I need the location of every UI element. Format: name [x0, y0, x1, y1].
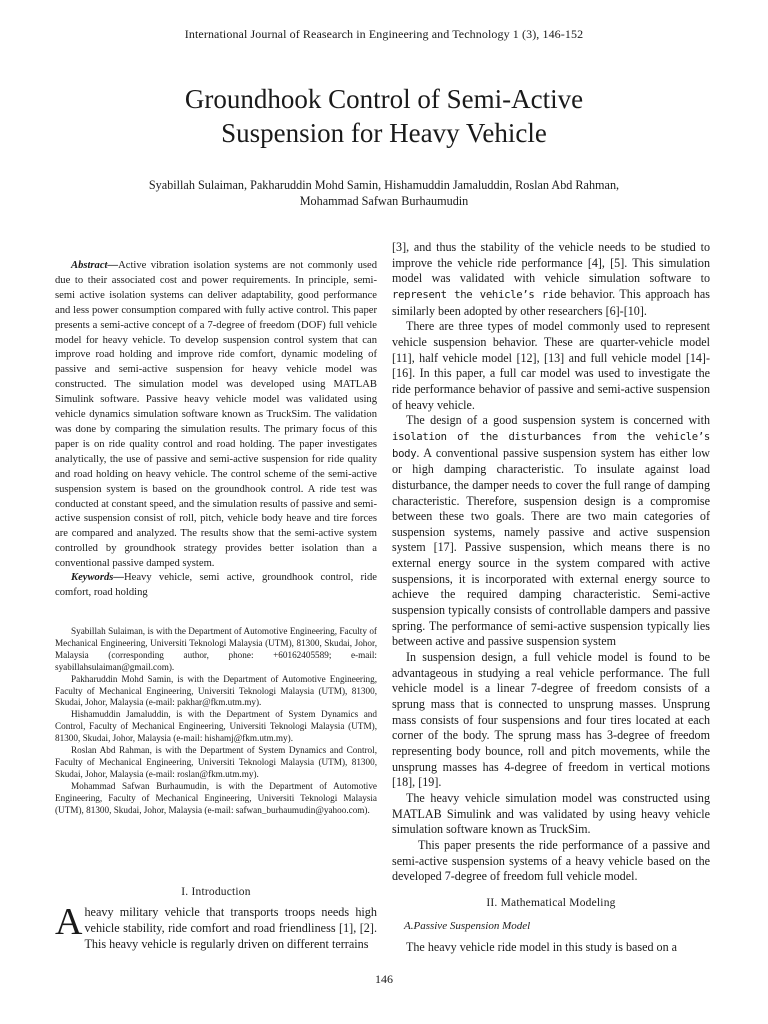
body-paragraph	[392, 413, 710, 650]
body-paragraph	[392, 240, 710, 319]
body-text: [3], and thus the stability of the vehicle needs to be studied to improve the vehicle ride performance [4], [5]. This simulation model was validated with vehicle simulation software to	[392, 240, 710, 286]
title-line-2: Suspension for Heavy Vehicle	[221, 118, 547, 148]
abstract	[55, 259, 377, 572]
introduction-text	[55, 901, 377, 953]
right-column-body	[392, 240, 710, 885]
body-paragraph: This paper presents the ride performance of a passive and semi-active suspension systems of a heavy vehicle based on the developed 7-degree of freedom full vehicle model.	[392, 837, 710, 884]
subsection-heading: A.Passive Suspension Model	[404, 920, 531, 932]
body-text: The design of a good suspension system is concerned with	[406, 413, 710, 428]
authors-line-1: Syabillah Sulaiman, Pakharuddin Mohd Samin, Hishamuddin Jamaluddin, Roslan Abd Rahman,	[148, 178, 620, 192]
affiliation-item: Mohammad Safwan Burhaumudin, is with the Department of Automotive Engineering, Faculty of Mechanical Engineering, Universiti Teknologi Malaysia (UTM), 81300, Skudai, Johor, Malaysia (e-mail: safwan_burhaumudin@yahoo.com).	[55, 780, 377, 815]
author-affiliations	[55, 626, 377, 817]
section-heading-mathematical-modeling: II. Mathematical Modeling	[486, 897, 616, 909]
body-paragraph: In suspension design, a full vehicle model is found to be advantageous in studying a real vehicle performance. The full vehicle model is a linear 7-degree of freedom consists of a sprung mass that is connected to unsprung masses. Unsprung mass consists of four suspensions and four tires located at each corner of the body. The sprung mass has 3-degree of freedom representing body bounce, roll and pitch movements, while the unsprung masses has 4-degree of freedom in vertical motions [18], [19].	[392, 650, 710, 790]
authors-line-2: Mohammad Safwan Burhaumudin	[299, 194, 469, 208]
affiliation-item: Hishamuddin Jamaluddin, is with the Department of System Dynamics and Control, Faculty of Mechanical Engineering, Universiti Teknologi Malaysia (UTM), 81300, Skudai, Johor, Malaysia (e-mail: hishamj@fkm.utm.my).	[55, 709, 377, 744]
section-heading-introduction: I. Introduction	[181, 886, 251, 898]
keywords-text: Heavy vehicle, semi active, groundhook control, ride comfort, road holding	[55, 572, 377, 598]
introduction-body: heavy military vehicle that transports troops needs high vehicle stability, ride comfort and road friendliness [1], [2]. This heavy vehicle is regularly driven on different terrains	[84, 905, 377, 951]
mathematical-modeling-text: The heavy vehicle ride model in this study is based on a	[406, 940, 678, 954]
affiliation-item: Syabillah Sulaiman, is with the Department of Automotive Engineering, Faculty of Mechanical Engineering, Universiti Teknologi Malaysia (UTM), 81300, Skudai, Johor, Malaysia (corresponding author, phone: +60162405589; e-mail: syabillahsulaiman@gmail.com).	[55, 626, 377, 672]
body-text: . A conventional passive suspension system has either low or high damping characteristic. To insulate against load disturbance, the damper needs to cover the full range of damping characteristic. Therefore, suspension design is a compromise between these two goals. There are two main categories of suspension systems, namely passive and active suspension system [17]. Passive suspension, which means there is no external energy source in the system compared with active suspensions, it is incorporated with external energy source to achieve the required damping characteristic. Semi-active suspension typically consists of controllable dampers and passive spring. The performance of semi-active suspension typically lies between active and passive suspension system	[392, 445, 710, 649]
journal-header: International Journal of Reasearch in Engineering and Technology 1 (3), 146-152	[184, 27, 584, 41]
body-text-mono: represent the vehicle’s ride	[392, 288, 567, 301]
author-list	[90, 177, 678, 209]
title-line-1: Groundhook Control of Semi-Active	[184, 84, 584, 114]
abstract-label: Abstract—	[71, 260, 119, 271]
body-text: behavior. This approach has similarly been adopted by other researchers [6]-[10].	[392, 286, 710, 318]
page-number: 146	[375, 972, 393, 986]
affiliation-item: Pakharuddin Mohd Samin, is with the Department of Automotive Engineering, Faculty of Mechanical Engineering, Universiti Teknologi Malaysia (UTM), 81300, Skudai, Johor, Malaysia (e-mail: pakhar@fkm.utm.my).	[55, 673, 377, 708]
keywords	[55, 570, 377, 600]
affiliation-item: Roslan Abd Rahman, is with the Department of System Dynamics and Control, Faculty of Mechanical Engineering, Universiti Teknologi Malaysia (UTM), 81300, Skudai, Johor, Malaysia (e-mail: roslan@fkm.utm.my).	[55, 745, 377, 779]
abstract-text: Active vibration isolation systems are not commonly used due to their associated cost and power requirements. In principle, semi-semi active isolation systems can deliver adaptability, good performance and less power consumption compared with fully active control. This paper presents a semi-active concept of a 7-degree of freedom (DOF) full vehicle model for heavy vehicle. To develop suspension control system that can improve road holding and improve ride comfort, dynamic modeling of passive and semi-active suspension for heavy vehicle model was constructed. The simulation model was developed using MATLAB Simulink software. Passive heavy vehicle model was validated using vehicle dynamics simulation software known as TruckSim. The validation was done by comparing the simulation results. The primary focus of this paper is on ride quality control and road holding. The paper investigates analytically, the use of passive and semi-active suspension for ride quality and road holding on heavy vehicle. The control scheme of the semi-active suspension system is based on the groundhook control. A ride test was conducted at constant speed, and the simulation results of passive and semi-active suspension consist of roll, pitch, vehicle body heave and tire forces are compared and analyzed. The results show that the semi-active system controlled by groundhook strategy provides better isolation than a conventional passive damped system.	[55, 260, 377, 570]
keywords-label: Keywords—	[71, 572, 124, 583]
body-paragraph: The heavy vehicle simulation model was constructed using MATLAB Simulink and was validated by using heavy vehicle simulation software known as TruckSim.	[392, 790, 710, 837]
body-paragraph: There are three types of model commonly used to represent vehicle suspension behavior. These are quarter-vehicle model [11], half vehicle model [12], [13] and full vehicle model [14]-[16]. In this paper, a full car model was used to investigate the ride performance behavior of passive and semi-active suspension of heavy vehicle.	[392, 319, 710, 412]
body-text-mono: isolation of the disturbances from the vehicle’s body	[392, 430, 710, 460]
drop-cap: A	[55, 901, 83, 943]
paper-title	[0, 82, 768, 150]
